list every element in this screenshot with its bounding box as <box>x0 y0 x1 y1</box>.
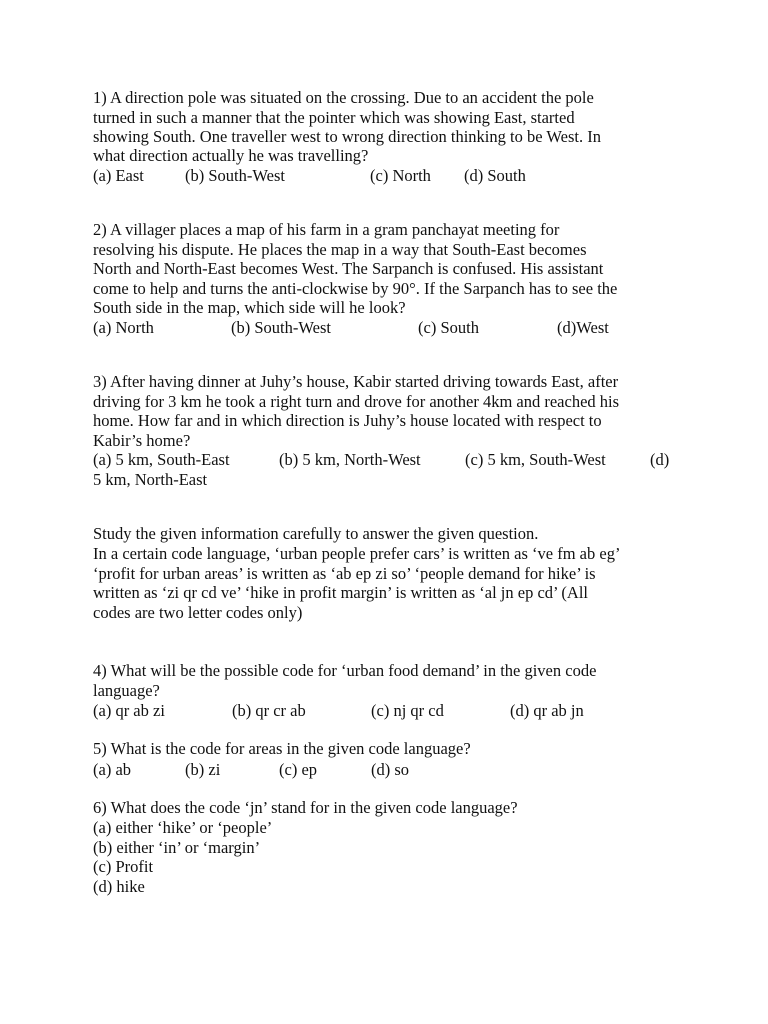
question-1-option-c: (c) North <box>370 166 431 185</box>
question-2-option-c: (c) South <box>418 318 479 337</box>
passage-line: Study the given information carefully to answer the given question. <box>93 524 539 543</box>
question-4-option-b: (b) qr cr ab <box>232 701 306 720</box>
question-5-line: 5) What is the code for areas in the given code language? <box>93 739 471 758</box>
passage-line: ‘profit for urban areas’ is written as ‘ab ep zi so’ ‘people demand for hike’ is <box>93 564 596 583</box>
question-3-option-d: (d) <box>650 450 670 469</box>
question-3-option-d-text: 5 km, North-East <box>93 470 208 489</box>
question-2-option-b: (b) South-West <box>231 318 331 337</box>
question-1-line: showing South. One traveller west to wrong direction thinking to be West. In <box>93 127 601 146</box>
question-5-option-b: (b) zi <box>185 760 221 779</box>
question-2-line: resolving his dispute. He places the map in a way that South-East becomes <box>93 240 587 259</box>
question-2-option-a: (a) North <box>93 318 154 337</box>
question-2-line: 2) A villager places a map of his farm in a gram panchayat meeting for <box>93 220 560 239</box>
question-5-option-a: (a) ab <box>93 760 132 779</box>
question-5-option-d: (d) so <box>371 760 410 779</box>
question-2-line: North and North-East becomes West. The Sarpanch is confused. His assistant <box>93 259 604 278</box>
question-5-option-c: (c) ep <box>279 760 318 779</box>
question-3-line: home. How far and in which direction is Juhy’s house located with respect to <box>93 411 602 430</box>
question-3-line: Kabir’s home? <box>93 431 191 450</box>
question-1-line: turned in such a manner that the pointer which was showing East, started <box>93 108 575 127</box>
question-2-line: South side in the map, which side will he look? <box>93 298 406 317</box>
question-4-option-a: (a) qr ab zi <box>93 701 165 720</box>
question-6-option-b: (b) either ‘in’ or ‘margin’ <box>93 838 261 857</box>
question-6-option-a: (a) either ‘hike’ or ‘people’ <box>93 818 273 837</box>
passage-line: codes are two letter codes only) <box>93 603 303 622</box>
passage-line: written as ‘zi qr cd ve’ ‘hike in profit margin’ is written as ‘al jn ep cd’ (All <box>93 583 588 602</box>
question-4-line: 4) What will be the possible code for ‘urban food demand’ in the given code <box>93 661 597 680</box>
question-3-option-c: (c) 5 km, South-West <box>465 450 606 469</box>
question-1-line: what direction actually he was travelling? <box>93 146 369 165</box>
question-2-line: come to help and turns the anti-clockwise by 90°. If the Sarpanch has to see the <box>93 279 618 298</box>
question-2-option-d: (d)West <box>557 318 609 337</box>
question-3-line: driving for 3 km he took a right turn and drove for another 4km and reached his <box>93 392 620 411</box>
question-4-line: language? <box>93 681 160 700</box>
question-1-option-a: (a) East <box>93 166 144 185</box>
question-6-line: 6) What does the code ‘jn’ stand for in the given code language? <box>93 798 518 817</box>
question-4-option-c: (c) nj qr cd <box>371 701 444 720</box>
question-3-option-a: (a) 5 km, South-East <box>93 450 230 469</box>
question-1-option-d: (d) South <box>464 166 526 185</box>
question-1-line: 1) A direction pole was situated on the crossing. Due to an accident the pole <box>93 88 594 107</box>
question-3-option-b: (b) 5 km, North-West <box>279 450 421 469</box>
passage-line: In a certain code language, ‘urban people prefer cars’ is written as ‘ve fm ab eg’ <box>93 544 621 563</box>
question-6-option-c: (c) Profit <box>93 857 154 876</box>
question-3-line: 3) After having dinner at Juhy’s house, Kabir started driving towards East, after <box>93 372 619 391</box>
question-6-option-d: (d) hike <box>93 877 145 896</box>
question-4-option-d: (d) qr ab jn <box>510 701 584 720</box>
question-1-option-b: (b) South-West <box>185 166 285 185</box>
